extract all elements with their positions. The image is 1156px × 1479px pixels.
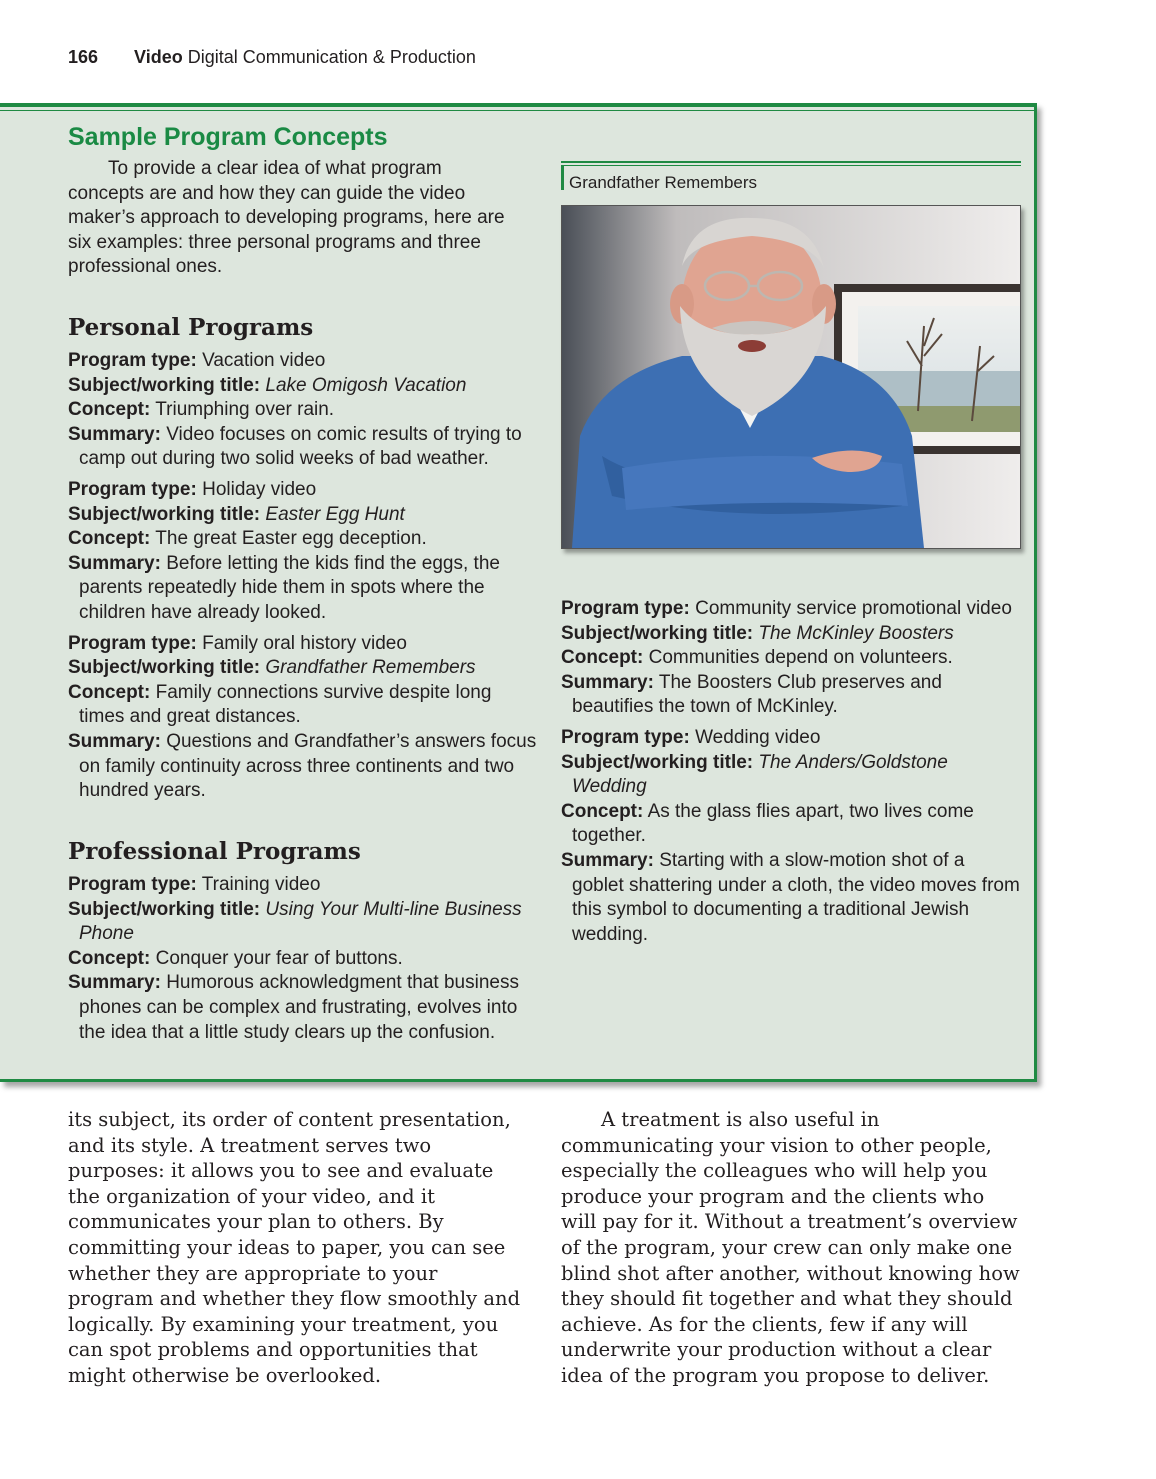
program-type-line: Program type: Vacation video xyxy=(68,350,326,371)
professional-program-list-continued xyxy=(561,597,1021,953)
professional-programs-heading: Professional Programs xyxy=(68,838,361,865)
summary-line: Summary: Video focuses on comic results of trying to camp out during two solid weeks of bad weather. xyxy=(68,423,522,470)
subject-line: Subject/working title: The McKinley Boosters xyxy=(561,622,954,644)
book-subtitle: Digital Communication & Production xyxy=(187,47,476,67)
program-entry xyxy=(68,478,538,626)
personal-programs-heading: Personal Programs xyxy=(68,314,314,341)
concept-line: Concept: Family connections survive despite long times and great distances. xyxy=(68,681,492,728)
program-type-line: Program type: Wedding video xyxy=(561,726,821,748)
summary-line: Summary: Humorous acknowledgment that business phones can be complex and frustrating, evolves into the idea that a little study clears up the confusion. xyxy=(68,972,519,1043)
grandfather-illustration xyxy=(562,206,1020,548)
program-type-line: Program type: Community service promotional video xyxy=(561,598,1012,619)
running-header xyxy=(68,47,476,68)
caption-rule xyxy=(561,166,564,190)
grandfather-photo xyxy=(561,205,1021,549)
program-type-line: Program type: Training video xyxy=(68,874,321,895)
sample-program-concepts-box xyxy=(0,103,1037,1082)
book-title: Video xyxy=(134,47,183,67)
box-title: Sample Program Concepts xyxy=(68,123,388,151)
program-entry xyxy=(561,597,1021,720)
concept-line: Concept: Conquer your fear of buttons. xyxy=(68,947,403,969)
program-type-line: Program type: Holiday video xyxy=(68,478,317,500)
body-text-left: its subject, its order of content presentation, and its style. A treatment serves two purposes: it allows you to see and evaluate the organization of your video, and it communicates your plan to others. By committing your ideas to paper, you can see whether they are appropriate to your program and whether they flow smoothly and logically. By examining your treatment, you can spot problems and opportunities that might otherwise be overlooked. xyxy=(68,1108,521,1387)
subject-line: Subject/working title: Using Your Multi-line Business Phone xyxy=(68,898,522,945)
program-type-line: Program type: Family oral history video xyxy=(68,632,407,654)
summary-line: Summary: The Boosters Club preserves and beautifies the town of McKinley. xyxy=(561,671,942,718)
program-entry xyxy=(68,873,538,1045)
concept-line: Concept: Communities depend on volunteers. xyxy=(561,647,953,669)
professional-program-list xyxy=(68,873,538,1051)
program-entry xyxy=(561,726,1021,947)
summary-line: Summary: Questions and Grandfather’s answers focus on family continuity across three continents and two hundred years. xyxy=(68,730,537,802)
concept-line: Concept: The great Easter egg deception. xyxy=(68,528,427,550)
page-number: 166 xyxy=(68,47,99,67)
concept-line: Concept: Triumphing over rain. xyxy=(68,399,335,421)
caption-rule xyxy=(561,165,1021,166)
summary-line: Summary: Starting with a slow-motion shot of a goblet shattering under a cloth, the video moves from this symbol to documenting a traditional Jewish wedding. xyxy=(561,849,1020,945)
subject-line: Subject/working title: Lake Omigosh Vacation xyxy=(68,374,467,396)
subject-line: Subject/working title: Grandfather Remembers xyxy=(68,657,476,679)
concept-line: Concept: As the glass flies apart, two lives come together. xyxy=(561,800,974,847)
program-entry xyxy=(68,632,538,804)
caption-rule xyxy=(561,161,1021,163)
subject-line: Subject/working title: The Anders/Goldstone Wedding xyxy=(561,751,948,798)
summary-line: Summary: Before letting the kids find the eggs, the parents repeatedly hide them in spots where the children have already looked. xyxy=(68,552,500,623)
program-entry xyxy=(68,349,538,472)
photo-caption: Grandfather Remembers xyxy=(569,173,758,192)
subject-line: Subject/working title: Easter Egg Hunt xyxy=(68,503,405,525)
personal-program-list xyxy=(68,349,538,810)
box-intro: To provide a clear idea of what program concepts are and how they can guide the video maker’s approach to developing programs, here are six examples: three personal programs and three professional ones. xyxy=(68,158,505,278)
body-text-right: A treatment is also useful in communicating your vision to other people, especially the colleagues who will help you produce your program and the clients who will pay for it. Without a treatment’s overview of the program, your crew can only make one blind shot after another, without knowing how they should fit together and what they should achieve. As for the clients, few if any will underwrite your production without a clear idea of the program you propose to deliver. xyxy=(561,1108,1020,1387)
